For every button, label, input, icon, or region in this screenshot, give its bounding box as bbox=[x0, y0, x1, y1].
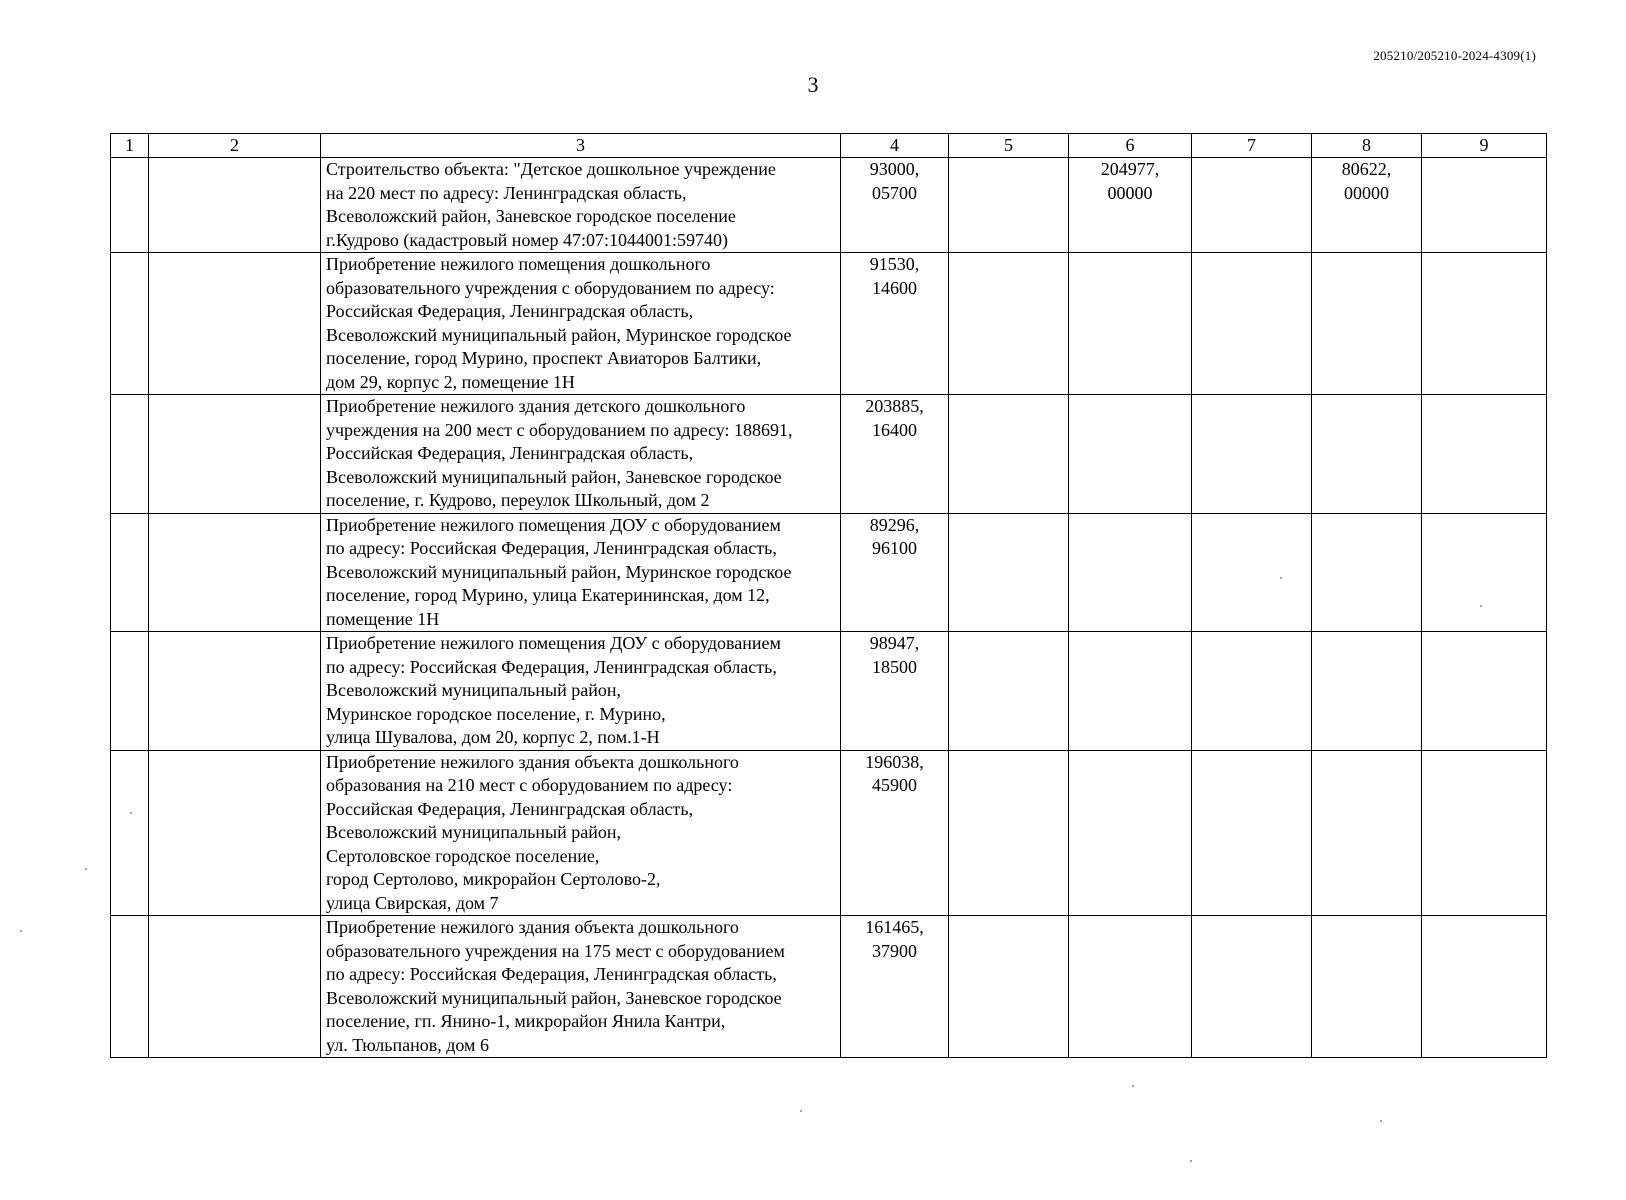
description-line: по адресу: Российская Федерация, Ленинградская область, bbox=[326, 656, 777, 677]
description-line: ул. Тюльпанов, дом 6 bbox=[326, 1034, 489, 1055]
cell-col7 bbox=[1192, 513, 1312, 632]
description-line: г.Кудрово (кадастровый номер 47:07:1044001:59740) bbox=[326, 229, 728, 250]
cell-col1 bbox=[111, 916, 149, 1058]
description-line: Приобретение нежилого помещения дошкольного bbox=[326, 254, 711, 274]
cell-col5 bbox=[949, 916, 1069, 1058]
cell-description bbox=[321, 158, 841, 253]
cell-col4-amount bbox=[841, 632, 949, 751]
header-row bbox=[111, 134, 1547, 158]
description-line: Приобретение нежилого здания объекта дошкольного bbox=[326, 917, 739, 937]
cell-col2 bbox=[149, 750, 321, 916]
cell-col9 bbox=[1422, 750, 1547, 916]
cell-col6 bbox=[1069, 395, 1192, 514]
description-line: Сертоловское городское поселение, bbox=[326, 845, 600, 866]
description-line: Приобретение нежилого здания детского дошкольного bbox=[326, 396, 746, 416]
cell-col2 bbox=[149, 513, 321, 632]
description-line: Приобретение нежилого здания объекта дошкольного bbox=[326, 751, 739, 772]
scan-speck bbox=[85, 868, 87, 870]
scan-speck bbox=[1480, 605, 1482, 607]
cell-col5 bbox=[949, 158, 1069, 253]
cell-col9 bbox=[1422, 632, 1547, 751]
cell-col9 bbox=[1422, 513, 1547, 632]
cell-col2 bbox=[149, 916, 321, 1058]
scan-speck bbox=[1380, 1120, 1382, 1122]
amount-line: 89296, bbox=[869, 514, 920, 535]
cell-col8 bbox=[1312, 916, 1422, 1058]
cell-col8-amount bbox=[1312, 158, 1422, 253]
description-line: улица Свирская, дом 7 bbox=[326, 892, 499, 913]
scan-speck bbox=[1190, 1160, 1192, 1162]
description-line: Строительство объекта: "Детское дошкольное учреждение bbox=[326, 159, 776, 179]
scan-speck bbox=[1132, 1085, 1134, 1087]
description-line: поселение, город Мурино, улица Екатерининская, дом 12, bbox=[326, 585, 770, 605]
description-line: учреждения на 200 мест с оборудованием по адресу: 188691, bbox=[326, 419, 793, 440]
description-line: по адресу: Российская Федерация, Ленинградская область, bbox=[326, 538, 777, 558]
cell-description bbox=[321, 750, 841, 916]
table-row bbox=[111, 916, 1547, 1058]
description-line: Всеволожский муниципальный район, Муринское городское bbox=[326, 561, 792, 582]
description-line: Всеволожский муниципальный район, bbox=[326, 680, 621, 700]
scan-speck bbox=[800, 1110, 802, 1112]
description-line: по адресу: Российская Федерация, Ленинградская область, bbox=[326, 964, 777, 984]
cell-description bbox=[321, 513, 841, 632]
description-line: на 220 мест по адресу: Ленинградская область, bbox=[326, 182, 687, 203]
cell-col2 bbox=[149, 158, 321, 253]
amount-line: 196038, bbox=[865, 751, 924, 772]
page-number: 3 bbox=[807, 72, 819, 97]
description-line: образования на 210 мест с оборудованием по адресу: bbox=[326, 775, 733, 795]
description-line: Муринское городское поселение, г. Мурино, bbox=[326, 703, 666, 724]
description-line: Российская Федерация, Ленинградская область, bbox=[326, 798, 694, 819]
cell-col6 bbox=[1069, 253, 1192, 395]
header-cell-6: 6 bbox=[1069, 134, 1192, 158]
header-cell-2: 2 bbox=[149, 134, 321, 158]
scan-speck bbox=[20, 930, 22, 932]
amount-line: 98947, bbox=[869, 633, 920, 653]
amount-line: 16400 bbox=[872, 419, 917, 440]
cell-col2 bbox=[149, 395, 321, 514]
cell-col1 bbox=[111, 632, 149, 751]
description-line: Всеволожский муниципальный район, Заневское городское bbox=[326, 466, 782, 487]
cell-col4-amount bbox=[841, 916, 949, 1058]
scan-speck bbox=[130, 812, 132, 814]
cell-col6 bbox=[1069, 750, 1192, 916]
cell-col8 bbox=[1312, 253, 1422, 395]
cell-col1 bbox=[111, 395, 149, 514]
document-id: 205210/205210-2024-4309(1) bbox=[1373, 48, 1536, 63]
header-cell-5: 5 bbox=[949, 134, 1069, 158]
cell-col4-amount bbox=[841, 395, 949, 514]
description-line: образовательного учреждения с оборудованием по адресу: bbox=[326, 277, 775, 298]
cell-col7 bbox=[1192, 916, 1312, 1058]
header-cell-8: 8 bbox=[1312, 134, 1422, 158]
cell-col2 bbox=[149, 253, 321, 395]
cell-description bbox=[321, 395, 841, 514]
description-line: Всеволожский муниципальный район, Муринское городское bbox=[326, 324, 792, 345]
cell-col8 bbox=[1312, 513, 1422, 632]
scan-speck bbox=[1280, 577, 1282, 579]
amount-line: 05700 bbox=[872, 182, 917, 203]
cell-col8 bbox=[1312, 750, 1422, 916]
header-cell-4: 4 bbox=[841, 134, 949, 158]
description-line: поселение, город Мурино, проспект Авиаторов Балтики, bbox=[326, 348, 762, 368]
description-line: Российская Федерация, Ленинградская область, bbox=[326, 301, 694, 321]
header-cell-9: 9 bbox=[1422, 134, 1547, 158]
cell-col1 bbox=[111, 158, 149, 253]
header-cell-3: 3 bbox=[321, 134, 841, 158]
description-line: поселение, г. Кудрово, переулок Школьный, дом 2 bbox=[326, 490, 710, 510]
cell-col5 bbox=[949, 513, 1069, 632]
cell-description bbox=[321, 916, 841, 1058]
cell-col6-amount bbox=[1069, 158, 1192, 253]
table-row bbox=[111, 395, 1547, 514]
cell-col9 bbox=[1422, 158, 1547, 253]
cell-col7 bbox=[1192, 158, 1312, 253]
cell-col8 bbox=[1312, 395, 1422, 514]
amount-line: 204977, bbox=[1100, 159, 1160, 179]
amount-line: 203885, bbox=[865, 396, 924, 416]
cell-col1 bbox=[111, 750, 149, 916]
cell-col9 bbox=[1422, 253, 1547, 395]
cell-col5 bbox=[949, 632, 1069, 751]
cell-col4-amount bbox=[841, 513, 949, 632]
table-row bbox=[111, 158, 1547, 253]
amount-line: 96100 bbox=[872, 538, 917, 558]
description-line: образовательного учреждения на 175 мест с оборудованием bbox=[326, 940, 785, 961]
amount-line: 18500 bbox=[872, 656, 917, 677]
cell-col9 bbox=[1422, 395, 1547, 514]
amount-line: 14600 bbox=[872, 277, 917, 298]
cell-col5 bbox=[949, 253, 1069, 395]
description-line: помещение 1Н bbox=[326, 608, 440, 629]
description-line: Всеволожский муниципальный район, bbox=[326, 822, 621, 842]
cell-col4-amount bbox=[841, 750, 949, 916]
cell-col7 bbox=[1192, 253, 1312, 395]
cell-description bbox=[321, 253, 841, 395]
cell-col7 bbox=[1192, 395, 1312, 514]
amount-line: 93000, bbox=[869, 159, 920, 179]
description-line: Всеволожский муниципальный район, Заневское городское bbox=[326, 987, 782, 1008]
cell-col6 bbox=[1069, 632, 1192, 751]
cell-col5 bbox=[949, 395, 1069, 514]
amount-line: 161465, bbox=[865, 917, 924, 937]
cell-col7 bbox=[1192, 632, 1312, 751]
description-line: город Сертолово, микрорайон Сертолово-2, bbox=[326, 869, 661, 889]
cell-col5 bbox=[949, 750, 1069, 916]
amount-line: 91530, bbox=[869, 254, 920, 274]
description-line: Российская Федерация, Ленинградская область, bbox=[326, 443, 694, 463]
table-row bbox=[111, 632, 1547, 751]
cell-col7 bbox=[1192, 750, 1312, 916]
amount-line: 00000 bbox=[1107, 182, 1153, 203]
cell-description bbox=[321, 632, 841, 751]
description-line: дом 29, корпус 2, помещение 1Н bbox=[326, 371, 575, 392]
cell-col1 bbox=[111, 253, 149, 395]
header-cell-7: 7 bbox=[1192, 134, 1312, 158]
cell-col6 bbox=[1069, 916, 1192, 1058]
cell-col6 bbox=[1069, 513, 1192, 632]
cell-col2 bbox=[149, 632, 321, 751]
description-line: Приобретение нежилого помещения ДОУ с оборудованием bbox=[326, 633, 781, 653]
amount-line: 80622, bbox=[1341, 159, 1392, 179]
amount-line: 45900 bbox=[872, 775, 917, 795]
table-row bbox=[111, 253, 1547, 395]
table-row bbox=[111, 513, 1547, 632]
cell-col4-amount bbox=[841, 253, 949, 395]
table-row bbox=[111, 750, 1547, 916]
cell-col8 bbox=[1312, 632, 1422, 751]
data-table bbox=[110, 133, 1547, 1058]
cell-col1 bbox=[111, 513, 149, 632]
description-line: Приобретение нежилого помещения ДОУ с оборудованием bbox=[326, 514, 781, 535]
amount-line: 37900 bbox=[872, 940, 917, 961]
description-line: улица Шувалова, дом 20, корпус 2, пом.1-Н bbox=[326, 727, 660, 747]
description-line: поселение, гп. Янино-1, микрорайон Янила Кантри, bbox=[326, 1011, 726, 1031]
cell-col4-amount bbox=[841, 158, 949, 253]
cell-col9 bbox=[1422, 916, 1547, 1058]
description-line: Всеволожский район, Заневское городское поселение bbox=[326, 206, 736, 226]
amount-line: 00000 bbox=[1344, 182, 1389, 203]
header-cell-1: 1 bbox=[111, 134, 149, 158]
